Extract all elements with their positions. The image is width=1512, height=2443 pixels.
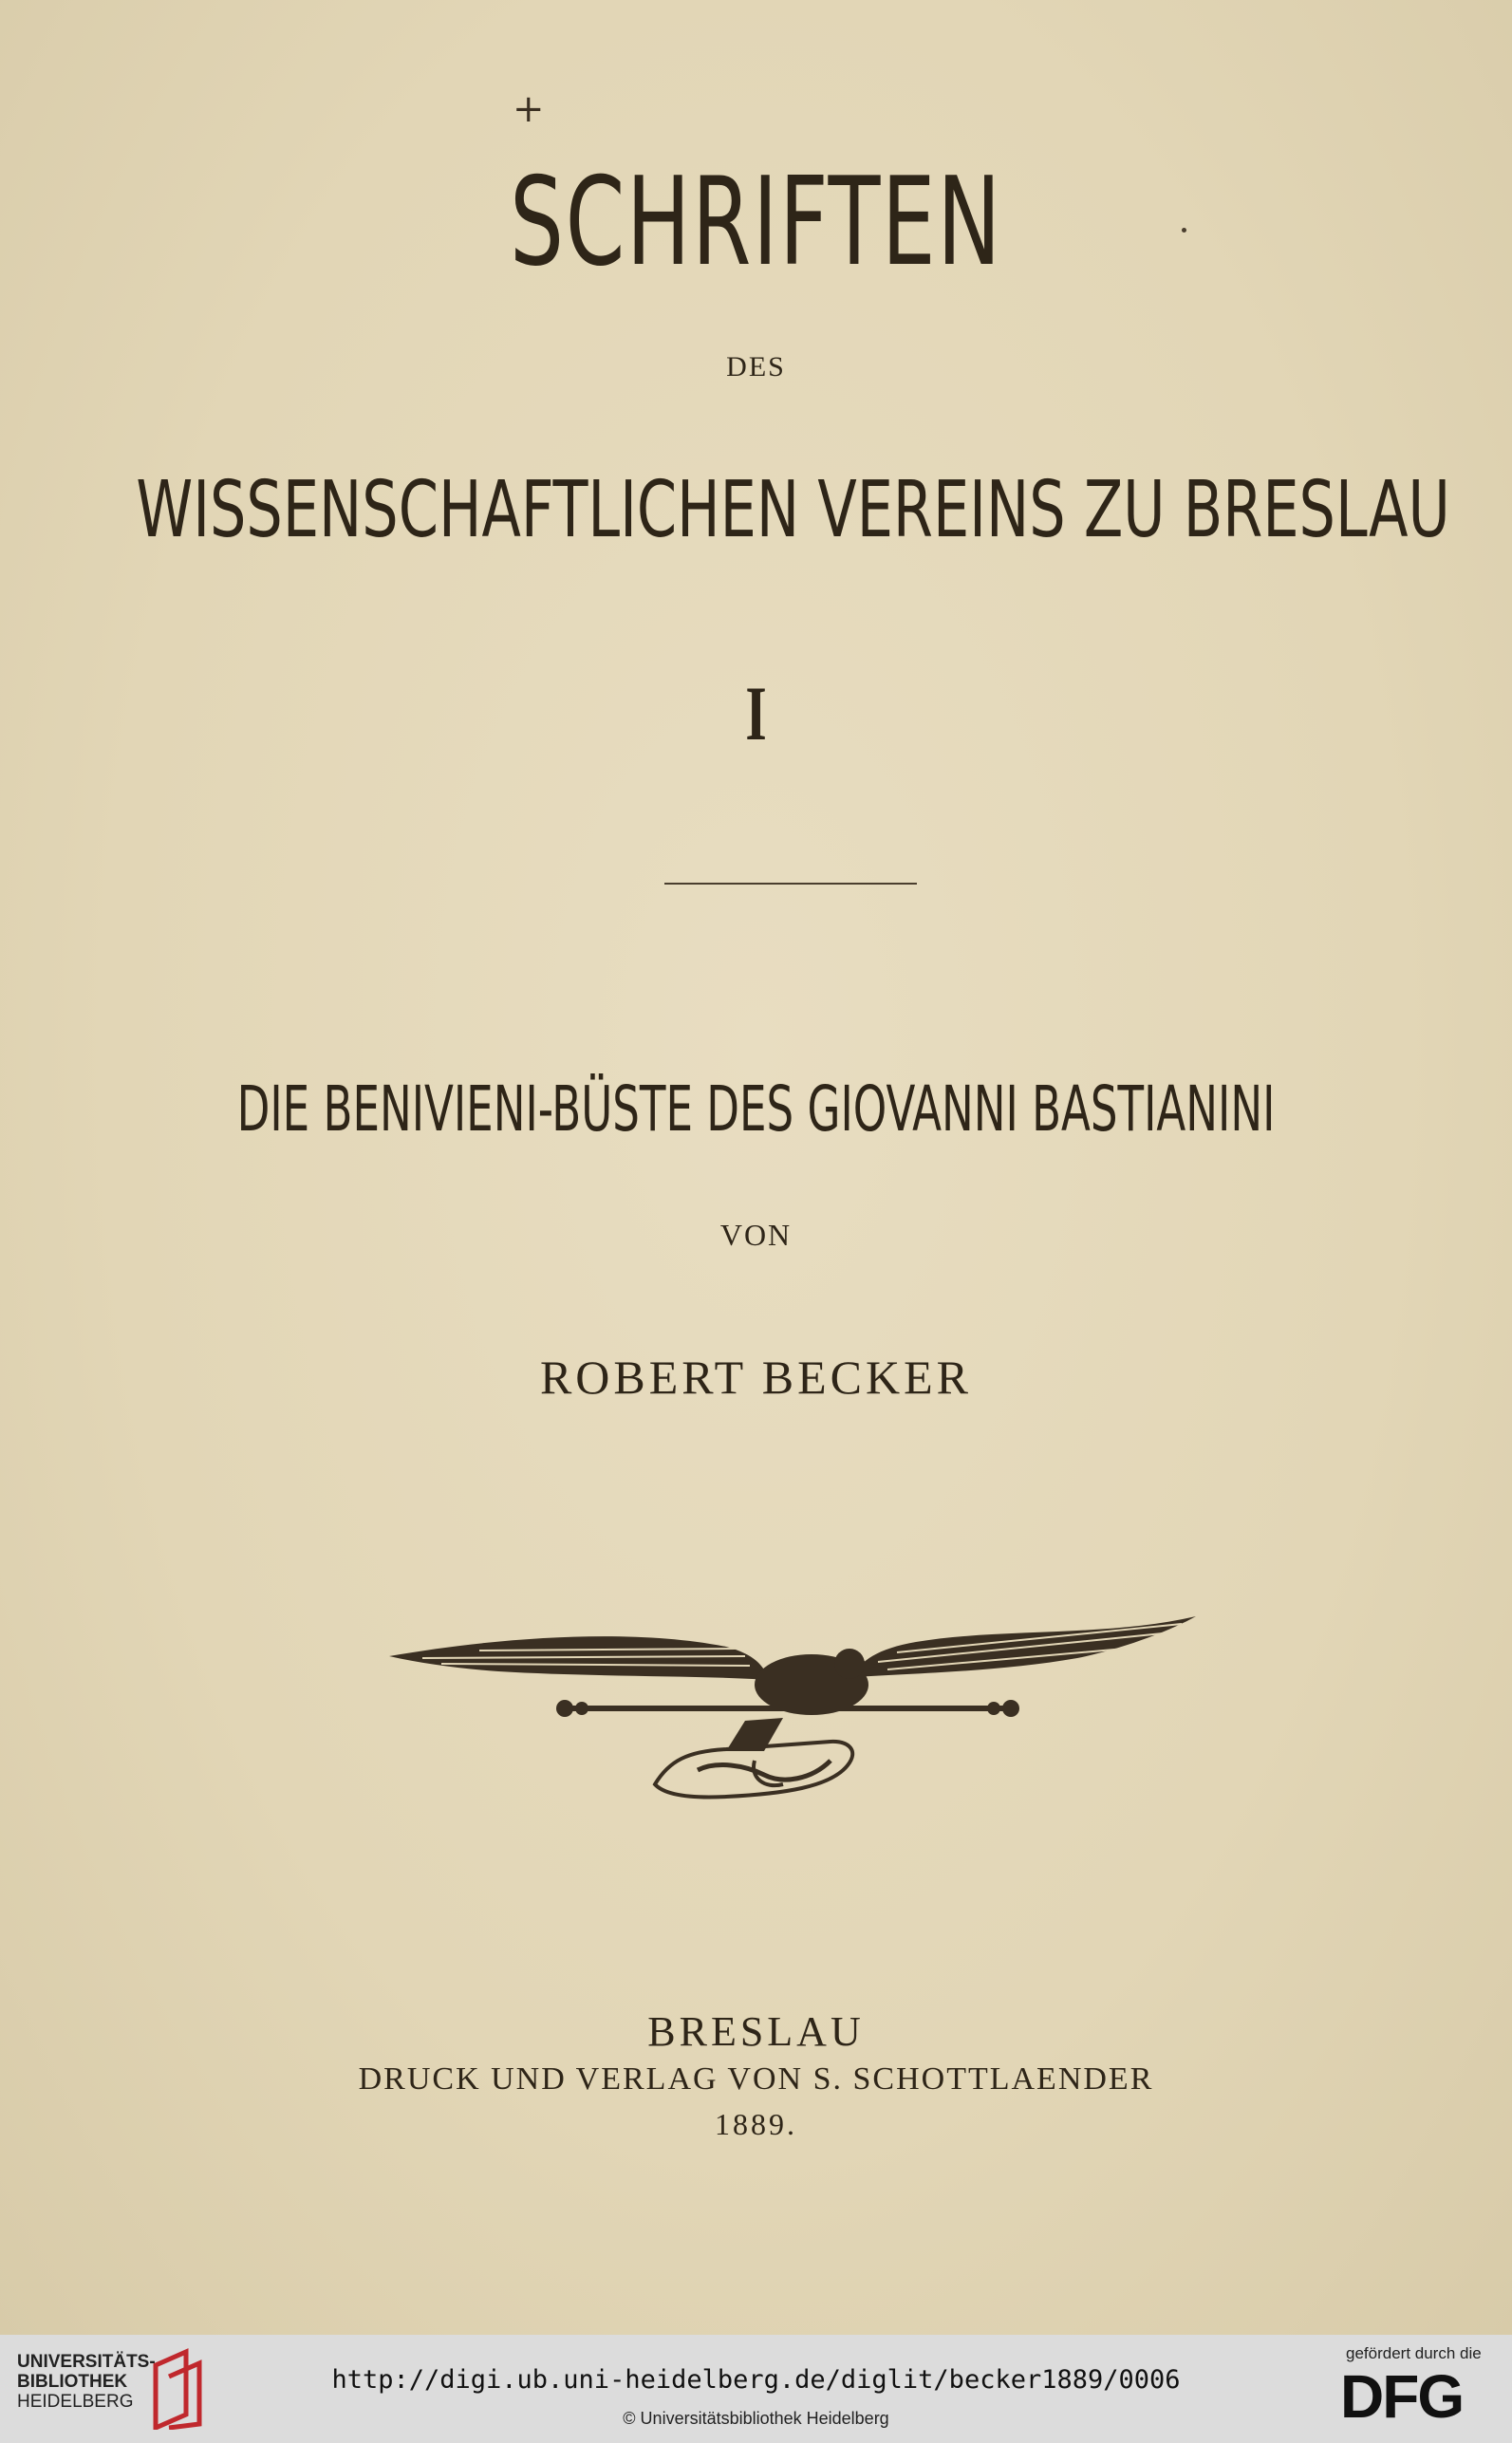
funding-note: gefördert durch die xyxy=(1346,2344,1482,2362)
library-logo-line3: HEIDELBERG xyxy=(17,2392,134,2412)
library-logo-line1: UNIVERSITÄTS- xyxy=(17,2352,156,2372)
author-name: ROBERT BECKER xyxy=(539,1351,973,1404)
title-schriften: SCHRIFTEN xyxy=(510,152,1002,293)
imprint-publisher: DRUCK UND VERLAG VON S. SCHOTTLAENDER xyxy=(358,2061,1154,2097)
imprint-place: BRESLAU xyxy=(647,2008,865,2055)
divider-rule xyxy=(664,883,917,885)
permalink-url[interactable]: http://digi.ub.uni-heidelberg.de/diglit/becker1889/0006 xyxy=(331,2365,1181,2395)
work-title: DIE BENIVIENI-BÜSTE DES GIOVANNI BASTIANINI xyxy=(236,1072,1276,1146)
copyright-notice: © Universitätsbibliothek Heidelberg xyxy=(623,2409,889,2428)
library-logo-line2: BIBLIOTHEK xyxy=(17,2372,128,2392)
dfg-logo[interactable]: DFG xyxy=(1340,2362,1464,2431)
imprint-year: 1889. xyxy=(715,2107,797,2141)
marginal-mark: + xyxy=(513,87,545,131)
title-des: DES xyxy=(726,351,786,382)
eagle-printer-mark-icon xyxy=(384,1609,1201,1803)
title-society: WISSENSCHAFTLICHEN VEREINS ZU BRESLAU xyxy=(136,465,1450,555)
by-label: VON xyxy=(719,1218,793,1252)
volume-number: I xyxy=(745,670,767,756)
